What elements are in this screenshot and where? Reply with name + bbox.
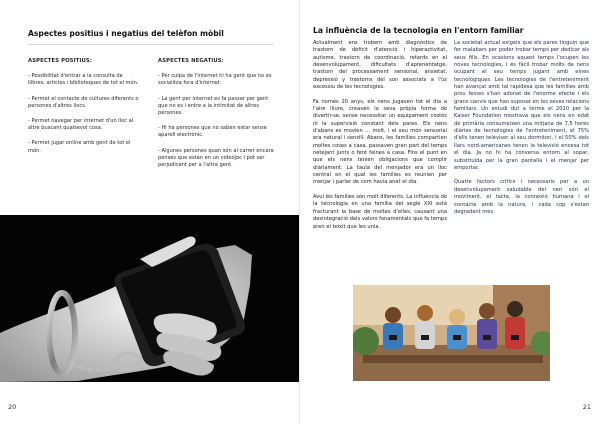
article-paragraph: Quatre factors crítics i necessaris per a un desenvolupament saludable del nen són el moviment, el tacte, la connexió humana i el contacte amb la natura, i cada cop s'estan degradant mes.: [454, 179, 589, 215]
page-number: 21: [582, 403, 591, 411]
right-page-title: La influència de la tecnologia en l'entorn familiar: [313, 26, 524, 35]
positive-aspects-column: [28, 58, 140, 163]
negative-aspects-column: [158, 58, 274, 177]
positive-item: - Permet jugar online amb gent de tot el món.: [28, 140, 131, 154]
handcuffed-phone-photo: [0, 215, 300, 382]
positive-item: - Permet navegar per internet d'un lloc al altre buscant qualsevol cosa.: [28, 118, 134, 132]
article-paragraph: Fa només 20 anys, els nens jugaven tot el dia a l'aire lliure, creaven la seva pròpia forma de divertir-se, sense necessitar un equipament costós ni la supervisió constant dels pares. Els nens d'abans es movien … molt, i el seu món sensorial era natural i senzill. Abans, les famílies compartien moltes coses a casa, passaven gran part del temps netejant junts o fent feines a casa. Fins el punt en que els nens tenien obligacions que complir diàriament. La taula del menjador era un lloc central en el qual les famílies es reunien per menjar i parlar de com havia anat el dia.: [313, 98, 447, 186]
children-with-devices-photo: [353, 285, 550, 381]
article-column-left: [313, 40, 447, 238]
article-paragraph: Avui les famílies són molt diferents. La influència de la tecnologia en una família del segle XXI està fracturant la base de moltes d'elles, causant una desintegració dels valors fonamentals que fa temps eren el teixit que les unia.: [313, 194, 447, 230]
negative-aspects-heading: ASPECTES NEGATIUS:: [158, 58, 224, 64]
positive-item: - Permet el contacte de cultures diferents o persones d'altres llocs.: [28, 95, 139, 109]
hand-phone-illustration: [0, 215, 300, 382]
article-column-right: [454, 40, 589, 224]
positive-aspects-heading: ASPECTES POSITIUS:: [28, 58, 92, 64]
article-paragraph: Actualment ens trobem amb diagnòstics de trastorn de dèficit d'atenció i hiperactivitat, autisme, trastorn de coordinació, retards en el desenvolupament, dificultats d'aprenentatge, trastorn del processament sensorial, ansietat, depressió y trastorns del son associats a l'ús excessiu de les tecnologies.: [313, 40, 447, 91]
negative-item: - Algunes persones quan són al carrer encara penses que estan en un videojoc i pot ser perjudicant per a l'altra gent.: [158, 147, 274, 169]
positive-item: - Possibilitat d'entrar a la consulta de llibres, articles i biblioteques de tot el món.: [28, 73, 139, 87]
negative-item: - Hi ha persones que no saben estar sense aparell electrònic.: [158, 125, 267, 139]
negative-item: - La gent per internet es fa passar per gent que no es i entre a la intimitat de altres persones.: [158, 95, 269, 117]
article-paragraph: La societat actual exigeix que els pares tinguin que fer malabars per poder trobar temps per dedicar als seus fills. En ocasions aquest temps l'ocupen les noves tecnologies, i és fàcil trobar molts de nens ocupant el seu temps jugant amb eines tecnològiques. Les tecnologies de l'entreteniment han avançat amb tal rapidesa que les famílies amb prou feines s'han adonat de l'enorme efecte i els grans canvis que han suposat en les seves relacions familiars. Un estudi dut a terme el 2010 per la Kaiser Foundation mostrava que els nens en edat de primària consumeixen una mitjana de 7,5 hores diàries de tecnologies de l'entreteniment, el 75% d'ells tenen televisor al seu dormitori, i el 50% dels llars nord-americanes tenen la televisió encesa tot el dia. Ja no hi ha conversa entorn al sopar, substituïda per la gran pantalla i el menjar per emportar.: [454, 40, 589, 171]
left-page-title: Aspectes positius i negatius del telèfon mòbil: [28, 29, 224, 38]
title-divider: [28, 44, 274, 45]
right-page: [300, 0, 600, 424]
negative-item: - Per culpa de l'internet hi ha gent que no es socialitza fora d'internet.: [158, 73, 272, 87]
children-illustration: [353, 285, 550, 381]
page-number: 20: [8, 403, 17, 411]
